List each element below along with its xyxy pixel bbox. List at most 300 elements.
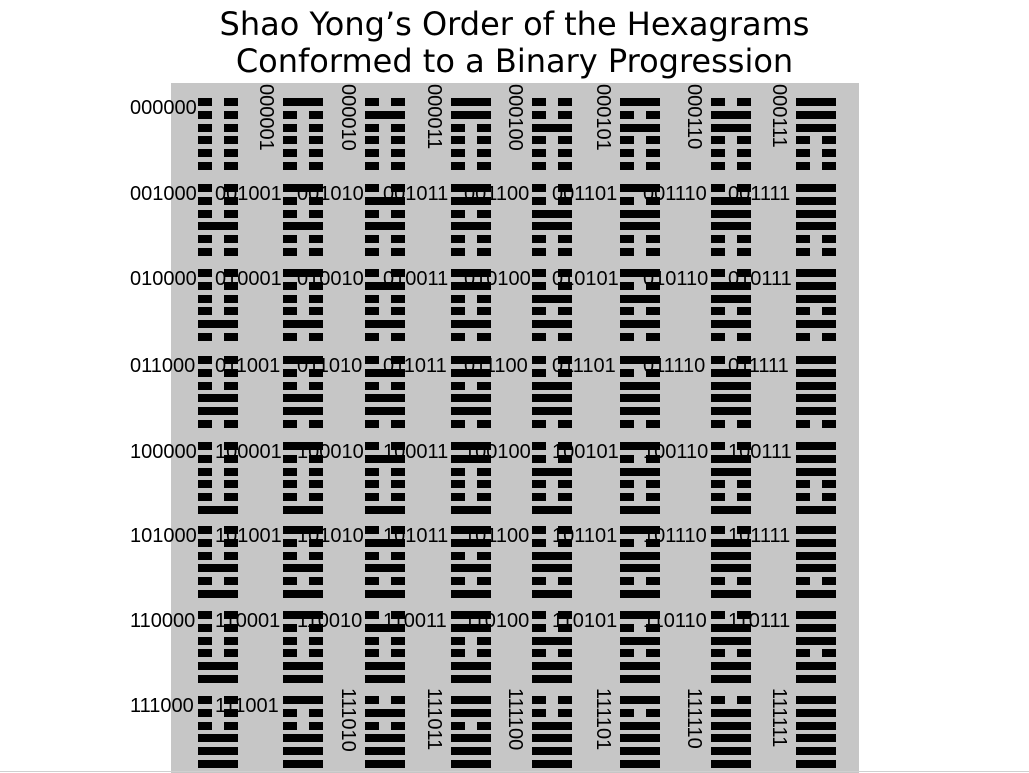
broken-line <box>620 333 660 341</box>
solid-line <box>198 747 238 755</box>
solid-line <box>365 320 405 328</box>
hexagram-011111 <box>796 356 836 428</box>
broken-line <box>283 552 323 560</box>
broken-line <box>283 136 323 144</box>
broken-line <box>796 649 836 657</box>
binary-label: 001101 <box>552 183 618 205</box>
broken-line <box>451 248 491 256</box>
solid-line <box>198 662 238 670</box>
broken-line <box>198 98 238 106</box>
solid-line <box>283 696 323 704</box>
solid-line <box>283 320 323 328</box>
solid-line <box>532 394 572 402</box>
broken-line <box>365 649 405 657</box>
solid-line <box>711 394 751 402</box>
binary-label: 010001 <box>215 268 282 290</box>
broken-line <box>532 493 572 501</box>
broken-line <box>283 468 323 476</box>
solid-line <box>620 98 660 106</box>
broken-line <box>620 577 660 585</box>
binary-label: 101110 <box>643 525 707 547</box>
broken-line <box>198 162 238 170</box>
solid-line <box>620 760 660 768</box>
solid-line <box>711 468 751 476</box>
solid-line <box>711 210 751 218</box>
broken-line <box>365 722 405 730</box>
solid-line <box>365 590 405 598</box>
broken-line <box>283 637 323 645</box>
broken-line <box>711 149 751 157</box>
solid-line <box>451 760 491 768</box>
solid-line <box>620 222 660 230</box>
hexagram-111101 <box>620 696 660 768</box>
solid-line <box>365 734 405 742</box>
broken-line <box>198 210 238 218</box>
broken-line <box>796 162 836 170</box>
solid-line <box>620 468 660 476</box>
broken-line <box>620 136 660 144</box>
broken-line <box>451 162 491 170</box>
broken-line <box>198 382 238 390</box>
binary-label: 111010 <box>337 688 359 752</box>
solid-line <box>198 734 238 742</box>
broken-line <box>365 577 405 585</box>
solid-line <box>365 662 405 670</box>
broken-line <box>283 235 323 243</box>
hexagram-000011 <box>451 98 491 170</box>
broken-line <box>198 124 238 132</box>
binary-label: 111100 <box>504 688 526 751</box>
broken-line <box>365 162 405 170</box>
solid-line <box>532 382 572 390</box>
broken-line <box>620 420 660 428</box>
broken-line <box>451 333 491 341</box>
binary-label: 000001 <box>255 84 277 151</box>
binary-label: 101011 <box>383 525 449 547</box>
hexagram-000110 <box>711 98 751 170</box>
page-title <box>0 6 1029 80</box>
binary-label: 111001 <box>215 695 279 717</box>
binary-label: 100000 <box>130 441 197 463</box>
solid-line <box>532 295 572 303</box>
hexagram-000000 <box>198 98 238 170</box>
broken-line <box>365 210 405 218</box>
solid-line <box>796 382 836 390</box>
solid-line <box>796 662 836 670</box>
broken-line <box>283 295 323 303</box>
solid-line <box>796 611 836 619</box>
broken-line <box>198 493 238 501</box>
solid-line <box>796 184 836 192</box>
binary-label: 000100 <box>504 84 526 151</box>
broken-line <box>796 577 836 585</box>
solid-line <box>532 675 572 683</box>
solid-line <box>451 407 491 415</box>
broken-line <box>532 248 572 256</box>
solid-line <box>198 760 238 768</box>
broken-line <box>532 235 572 243</box>
solid-line <box>532 760 572 768</box>
solid-line <box>532 722 572 730</box>
solid-line <box>711 124 751 132</box>
solid-line <box>451 734 491 742</box>
solid-line <box>198 675 238 683</box>
broken-line <box>796 480 836 488</box>
binary-label: 111011 <box>423 688 445 751</box>
solid-line <box>620 722 660 730</box>
broken-line <box>451 637 491 645</box>
broken-line <box>365 248 405 256</box>
solid-line <box>796 734 836 742</box>
solid-line <box>620 394 660 402</box>
solid-line <box>620 210 660 218</box>
solid-line <box>620 407 660 415</box>
solid-line <box>711 506 751 514</box>
solid-line <box>283 675 323 683</box>
broken-line <box>198 333 238 341</box>
broken-line <box>198 149 238 157</box>
broken-line <box>198 577 238 585</box>
broken-line <box>283 210 323 218</box>
binary-label: 000010 <box>337 84 359 151</box>
binary-label: 101100 <box>464 525 530 547</box>
solid-line <box>451 590 491 598</box>
solid-line <box>532 222 572 230</box>
solid-line <box>711 709 751 717</box>
broken-line <box>532 480 572 488</box>
binary-label: 100011 <box>383 441 449 463</box>
broken-line <box>365 307 405 315</box>
broken-line <box>451 210 491 218</box>
binary-label: 001100 <box>464 183 530 205</box>
binary-label: 100010 <box>297 441 364 463</box>
solid-line <box>365 675 405 683</box>
solid-line <box>796 124 836 132</box>
broken-line <box>365 696 405 704</box>
broken-line <box>620 480 660 488</box>
solid-line <box>711 760 751 768</box>
solid-line <box>796 269 836 277</box>
binary-label: 100001 <box>215 441 282 463</box>
binary-label: 111110 <box>683 688 705 749</box>
broken-line <box>711 235 751 243</box>
solid-line <box>283 747 323 755</box>
solid-line <box>532 124 572 132</box>
broken-line <box>283 649 323 657</box>
broken-line <box>283 162 323 170</box>
broken-line <box>711 307 751 315</box>
solid-line <box>796 590 836 598</box>
solid-line <box>711 590 751 598</box>
hexagram-111110 <box>711 696 751 768</box>
binary-label: 001000 <box>130 183 197 205</box>
broken-line <box>198 420 238 428</box>
hexagram-111010 <box>365 696 405 768</box>
broken-line <box>365 136 405 144</box>
broken-line <box>532 420 572 428</box>
solid-line <box>451 111 491 119</box>
hexagram-000001 <box>283 98 323 170</box>
solid-line <box>365 760 405 768</box>
solid-line <box>796 210 836 218</box>
broken-line <box>283 420 323 428</box>
broken-line <box>283 722 323 730</box>
broken-line <box>532 333 572 341</box>
broken-line <box>451 480 491 488</box>
solid-line <box>532 210 572 218</box>
solid-line <box>451 675 491 683</box>
binary-label: 010110 <box>643 268 709 290</box>
solid-line <box>796 282 836 290</box>
solid-line <box>620 637 660 645</box>
broken-line <box>620 111 660 119</box>
broken-line <box>365 333 405 341</box>
binary-label: 011101 <box>552 355 616 377</box>
broken-line <box>620 248 660 256</box>
binary-label: 110111 <box>728 610 791 632</box>
broken-line <box>711 162 751 170</box>
binary-label: 100100 <box>464 441 531 463</box>
binary-label: 010101 <box>552 268 619 290</box>
solid-line <box>796 222 836 230</box>
solid-line <box>796 760 836 768</box>
solid-line <box>532 407 572 415</box>
solid-line <box>796 552 836 560</box>
broken-line <box>796 333 836 341</box>
broken-line <box>451 649 491 657</box>
solid-line <box>796 98 836 106</box>
broken-line <box>796 248 836 256</box>
solid-line <box>532 506 572 514</box>
solid-line <box>532 662 572 670</box>
binary-label: 101001 <box>215 525 282 547</box>
solid-line <box>283 590 323 598</box>
binary-label: 100110 <box>643 441 709 463</box>
broken-line <box>532 98 572 106</box>
hexagram-000010 <box>365 98 405 170</box>
binary-label: 001010 <box>297 183 364 205</box>
solid-line <box>796 637 836 645</box>
broken-line <box>451 420 491 428</box>
broken-line <box>620 649 660 657</box>
solid-line <box>620 382 660 390</box>
broken-line <box>283 577 323 585</box>
binary-label: 110011 <box>383 610 447 632</box>
broken-line <box>451 124 491 132</box>
hexagram-001111 <box>796 184 836 256</box>
broken-line <box>198 649 238 657</box>
solid-line <box>711 320 751 328</box>
solid-line <box>711 564 751 572</box>
solid-line <box>796 197 836 205</box>
broken-line <box>532 649 572 657</box>
broken-line <box>283 248 323 256</box>
broken-line <box>198 248 238 256</box>
solid-line <box>365 407 405 415</box>
solid-line <box>532 734 572 742</box>
solid-line <box>796 468 836 476</box>
solid-line <box>283 662 323 670</box>
broken-line <box>451 149 491 157</box>
solid-line <box>711 675 751 683</box>
broken-line <box>620 235 660 243</box>
solid-line <box>451 394 491 402</box>
solid-line <box>796 539 836 547</box>
solid-line <box>796 295 836 303</box>
solid-line <box>620 552 660 560</box>
broken-line <box>451 493 491 501</box>
solid-line <box>620 734 660 742</box>
solid-line <box>796 624 836 632</box>
broken-line <box>620 162 660 170</box>
solid-line <box>532 747 572 755</box>
solid-line <box>451 662 491 670</box>
solid-line <box>796 320 836 328</box>
solid-line <box>620 696 660 704</box>
binary-label: 000110 <box>683 84 705 150</box>
broken-line <box>711 98 751 106</box>
broken-line <box>198 235 238 243</box>
title-line-2: Conformed to a Binary Progression <box>235 42 794 80</box>
solid-line <box>365 747 405 755</box>
solid-line <box>365 709 405 717</box>
broken-line <box>451 235 491 243</box>
broken-line <box>198 552 238 560</box>
solid-line <box>796 442 836 450</box>
solid-line <box>796 455 836 463</box>
solid-line <box>198 506 238 514</box>
binary-label: 000101 <box>592 84 614 151</box>
broken-line <box>451 722 491 730</box>
broken-line <box>796 136 836 144</box>
broken-line <box>198 111 238 119</box>
solid-line <box>796 675 836 683</box>
binary-label: 110001 <box>215 610 281 632</box>
broken-line <box>283 307 323 315</box>
solid-line <box>198 222 238 230</box>
binary-label: 100101 <box>552 441 619 463</box>
broken-line <box>365 98 405 106</box>
solid-line <box>796 747 836 755</box>
solid-line <box>365 564 405 572</box>
solid-line <box>532 590 572 598</box>
binary-label: 011111 <box>728 355 789 377</box>
broken-line <box>198 295 238 303</box>
hexagram-101111 <box>796 526 836 598</box>
broken-line <box>451 295 491 303</box>
binary-label: 000111 <box>768 84 790 148</box>
broken-line <box>283 149 323 157</box>
broken-line <box>365 468 405 476</box>
broken-line <box>620 709 660 717</box>
broken-line <box>283 493 323 501</box>
broken-line <box>620 149 660 157</box>
solid-line <box>796 407 836 415</box>
broken-line <box>365 295 405 303</box>
broken-line <box>283 111 323 119</box>
broken-line <box>283 333 323 341</box>
hexagram-100111 <box>796 442 836 514</box>
broken-line <box>451 552 491 560</box>
broken-line <box>198 468 238 476</box>
solid-line <box>283 394 323 402</box>
solid-line <box>620 747 660 755</box>
broken-line <box>198 307 238 315</box>
broken-line <box>365 382 405 390</box>
broken-line <box>365 552 405 560</box>
solid-line <box>796 394 836 402</box>
solid-line <box>796 506 836 514</box>
binary-label: 110110 <box>643 610 707 632</box>
broken-line <box>283 382 323 390</box>
broken-line <box>198 637 238 645</box>
solid-line <box>451 320 491 328</box>
hexagram-111001 <box>283 696 323 768</box>
binary-label: 101000 <box>130 525 197 547</box>
broken-line <box>711 420 751 428</box>
solid-line <box>451 564 491 572</box>
hexagram-111011 <box>451 696 491 768</box>
broken-line <box>620 493 660 501</box>
solid-line <box>711 637 751 645</box>
broken-line <box>796 149 836 157</box>
broken-line <box>365 493 405 501</box>
solid-line <box>796 696 836 704</box>
broken-line <box>451 577 491 585</box>
solid-line <box>620 590 660 598</box>
broken-line <box>198 722 238 730</box>
broken-line <box>283 124 323 132</box>
solid-line <box>283 734 323 742</box>
broken-line <box>365 124 405 132</box>
solid-line <box>532 552 572 560</box>
hexagram-110111 <box>796 611 836 683</box>
binary-label: 011000 <box>130 355 196 377</box>
broken-line <box>532 577 572 585</box>
broken-line <box>711 649 751 657</box>
hexagram-111111 <box>796 696 836 768</box>
solid-line <box>451 747 491 755</box>
binary-label: 001111 <box>728 183 791 205</box>
solid-line <box>620 295 660 303</box>
broken-line <box>532 307 572 315</box>
binary-label: 001011 <box>383 183 449 205</box>
hexagram-000101 <box>620 98 660 170</box>
solid-line <box>711 662 751 670</box>
binary-label: 010010 <box>297 268 364 290</box>
solid-line <box>620 564 660 572</box>
broken-line <box>711 696 751 704</box>
solid-line <box>711 295 751 303</box>
title-line-1: Shao Yong’s Order of the Hexagrams <box>219 5 810 43</box>
broken-line <box>620 307 660 315</box>
binary-label: 101101 <box>552 525 618 547</box>
solid-line <box>198 590 238 598</box>
solid-line <box>365 222 405 230</box>
binary-label: 011001 <box>215 355 281 377</box>
solid-line <box>620 506 660 514</box>
binary-label: 010100 <box>464 268 531 290</box>
solid-line <box>198 564 238 572</box>
binary-label: 000011 <box>423 84 445 150</box>
hexagram-000111 <box>796 98 836 170</box>
binary-label: 110000 <box>130 610 196 632</box>
broken-line <box>365 420 405 428</box>
solid-line <box>796 709 836 717</box>
hexagram-111100 <box>532 696 572 768</box>
solid-line <box>198 394 238 402</box>
solid-line <box>620 320 660 328</box>
